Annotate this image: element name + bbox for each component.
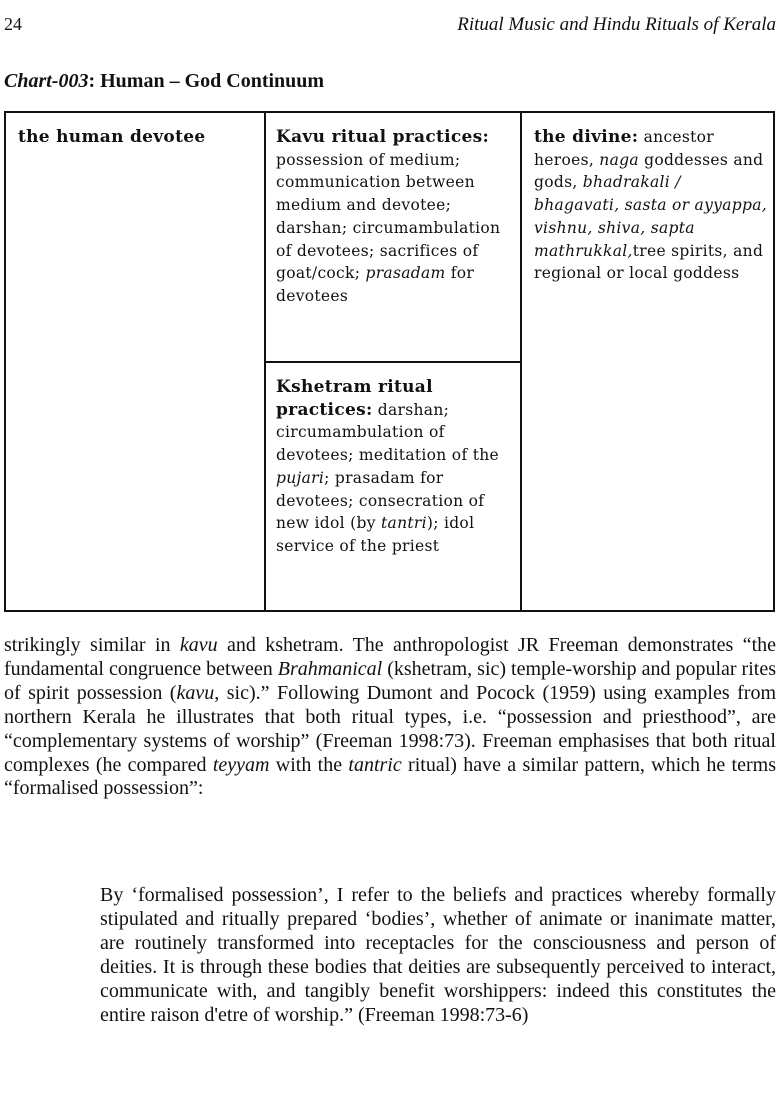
divine-text-3: tree spirits, and regional or local goddess [534, 241, 764, 283]
kavu-text-2: for devotees [276, 264, 475, 305]
block-quote: By ‘formalised possession’, I refer to the beliefs and practices whereby formally stipulated and ritually prepared ‘bodies’, whether of animate or inanimate matter, are routinely transformed into receptacles for the consciousness and person of deities. It is through these bodies that deities are subsequently perceived to interact, communicate with, and tangibly benefit worshippers: indeed this constitutes the entire raison d'etre of worship.” (Freeman 1998:73-6) [100, 884, 776, 1026]
body-paragraph [4, 634, 776, 801]
body-text-4: , sic).” Following Dumont and Pocock (1959) using examples from northern Kerala he illustrates that both ritual types, i.e. “possession and priesthood”, are “complementary systems of worship” (Freeman 1998:73). Freeman emphasises that both ritual complexes (he compared [4, 681, 776, 776]
continuum-table [4, 111, 775, 612]
kavu-heading: Kavu ritual practices: [276, 127, 490, 147]
kshetram-heading: Kshetram ritual practices: [276, 377, 433, 420]
kavu-text-1: possession of medium; communication between medium and devotee; darshan; circumambulation of devotees; sacrifices of goat/cock; [276, 150, 501, 283]
divine-heading: the divine: [534, 127, 639, 147]
divine-text-1: ancestor heroes, [534, 128, 715, 169]
body-text-3: (kshetram, sic) temple-worship and popular rites of spirit possession ( [4, 657, 776, 704]
cell-kavu-practices [264, 113, 520, 363]
column-divine [522, 113, 773, 610]
kavu-text-em: prasadam [365, 264, 446, 283]
cell-human-devotee [6, 113, 264, 149]
kshetram-text-em-2: tantri [381, 514, 427, 533]
chart-caption [4, 70, 324, 93]
chart-id: Chart-003 [4, 70, 89, 92]
kshetram-text-em-1: pujari [276, 468, 325, 487]
kshetram-text-2: ; prasadam for devotees; consecration of new idol (by [276, 468, 485, 533]
divine-text-em-2: bhadrakali / bhagavati, sasta or ayyappa, vishnu, shiva, sapta mathrukkal, [534, 173, 767, 260]
running-title: Ritual Music and Hindu Rituals of Kerala [457, 14, 776, 35]
body-text-1: strikingly similar in [4, 634, 180, 656]
body-text-2: and kshetram. The anthropologist JR Freeman demonstrates “the fundamental congruence between [4, 634, 776, 680]
body-em-teyyam: teyyam [212, 753, 270, 776]
body-em-brahmanical: Brahmanical [277, 657, 383, 680]
divine-text-2: goddesses and gods, [534, 150, 764, 192]
body-text-6: ritual) have a similar pattern, which he terms “formalised possession”: [4, 753, 776, 800]
body-em-kavu-2: kavu [176, 681, 215, 704]
column-ritual-practices [264, 113, 522, 610]
human-devotee-heading: the human devotee [18, 127, 206, 147]
kshetram-text-3: ); idol service of the priest [276, 514, 475, 555]
running-header [4, 14, 776, 40]
body-text-5: with the [269, 753, 349, 776]
column-human-devotee [6, 113, 266, 610]
body-em-tantric: tantric [348, 753, 402, 776]
kshetram-text-1: darshan; circumambulation of devotees; meditation of the [276, 400, 499, 465]
page-number: 24 [4, 14, 22, 34]
body-em-kavu: kavu [179, 634, 218, 656]
chart-title: : Human – God Continuum [88, 70, 325, 92]
cell-kshetram-practices [264, 363, 520, 610]
cell-divine [522, 113, 773, 285]
divine-text-em-1: naga [599, 150, 639, 169]
